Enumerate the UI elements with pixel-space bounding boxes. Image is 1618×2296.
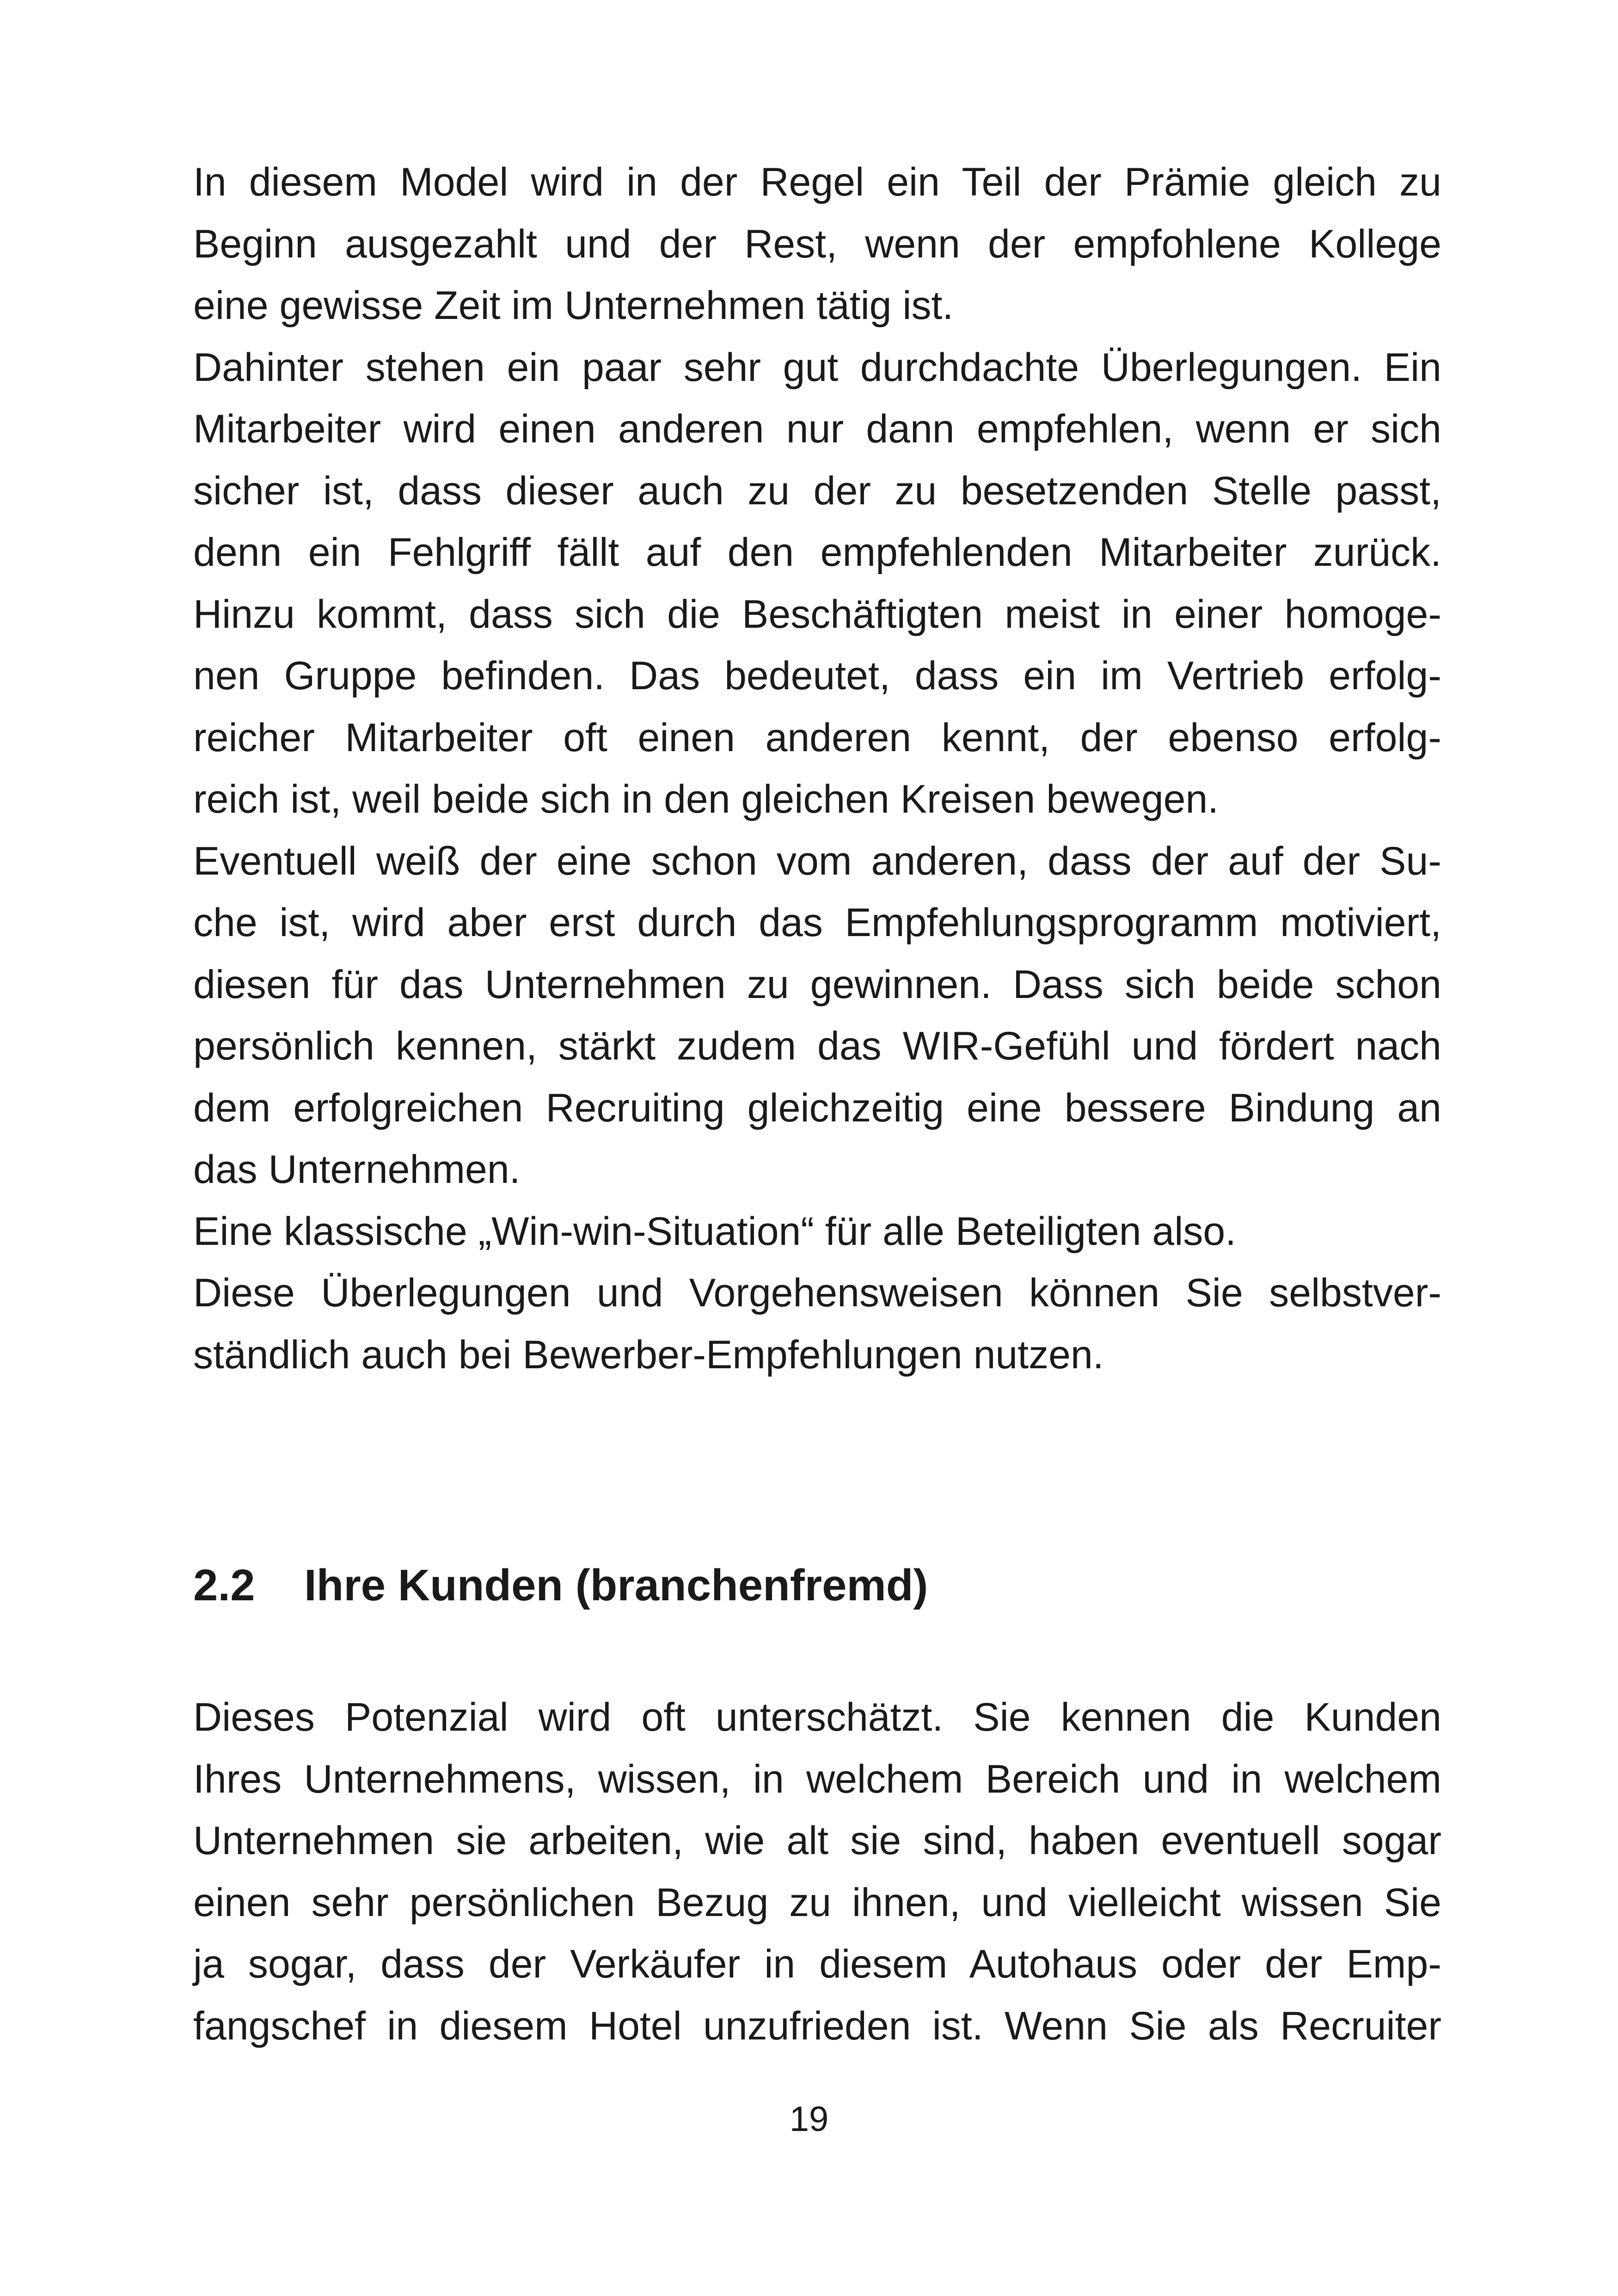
- text-line: reicher Mitarbeiter oft einen anderen kennt, der ebenso erfolg-: [193, 715, 1441, 760]
- text-line: fangschef in diesem Hotel unzufrieden ist. Wenn Sie als Recruiter: [193, 2003, 1441, 2048]
- text-line: ja sogar, dass der Verkäufer in diesem Autohaus oder der Emp-: [193, 1942, 1441, 1986]
- section-number: 2.2: [193, 1561, 255, 1610]
- text-line: einen sehr persönlichen Bezug zu ihnen, und vielleicht wissen Sie: [193, 1880, 1441, 1925]
- text-line: diesen für das Unternehmen zu gewinnen. Dass sich beide schon: [193, 962, 1441, 1007]
- text-line: ständlich auch bei Bewerber-Empfehlungen nutzen.: [193, 1332, 1104, 1377]
- text-line: reich ist, weil beide sich in den gleichen Kreisen bewegen.: [193, 777, 1219, 821]
- text-line: Diese Überlegungen und Vorgehensweisen können Sie selbstver-: [193, 1271, 1441, 1315]
- text-line: Eine klassische „Win-win-Situation“ für alle Beteiligten also.: [193, 1209, 1237, 1254]
- text-line: Beginn ausgezahlt und der Rest, wenn der empfohlene Kollege: [193, 221, 1441, 266]
- text-line: In diesem Model wird in der Regel ein Teil der Prämie gleich zu: [193, 160, 1441, 204]
- body-text-section-2: [193, 1687, 1441, 2057]
- text-line: das Unternehmen.: [193, 1147, 521, 1192]
- page-number: 19: [789, 2100, 829, 2139]
- text-line: Ihres Unternehmens, wissen, in welchem Bereich und in welchem: [193, 1757, 1441, 1801]
- text-line: Hinzu kommt, dass sich die Beschäftigten meist in einer homoge-: [193, 592, 1441, 637]
- text-line: dem erfolgreichen Recruiting gleichzeitig eine bessere Bindung an: [193, 1085, 1441, 1130]
- text-line: Dieses Potenzial wird oft unterschätzt. Sie kennen die Kunden: [193, 1695, 1441, 1739]
- text-line: denn ein Fehlgriff fällt auf den empfehlenden Mitarbeiter zurück.: [193, 530, 1441, 575]
- text-line: Eventuell weiß der eine schon vom anderen, dass der auf der Su-: [193, 839, 1441, 883]
- body-text-section-1: [193, 152, 1441, 1386]
- text-line: eine gewisse Zeit im Unternehmen tätig ist.: [193, 283, 954, 328]
- text-line: sicher ist, dass dieser auch zu der zu besetzenden Stelle passt,: [193, 468, 1441, 513]
- text-line: Mitarbeiter wird einen anderen nur dann empfehlen, wenn er sich: [193, 407, 1441, 451]
- text-line: Dahinter stehen ein paar sehr gut durchdachte Überlegungen. Ein: [193, 345, 1441, 390]
- section-title: Ihre Kunden (branchenfremd): [304, 1561, 928, 1610]
- text-line: che ist, wird aber erst durch das Empfehlungsprogramm motiviert,: [193, 900, 1441, 945]
- text-line: persönlich kennen, stärkt zudem das WIR-Gefühl und fördert nach: [193, 1024, 1441, 1068]
- text-line: nen Gruppe befinden. Das bedeutet, dass ein im Vertrieb erfolg-: [193, 654, 1441, 698]
- text-line: Unternehmen sie arbeiten, wie alt sie sind, haben eventuell sogar: [193, 1818, 1441, 1863]
- section-heading: [193, 1555, 928, 1616]
